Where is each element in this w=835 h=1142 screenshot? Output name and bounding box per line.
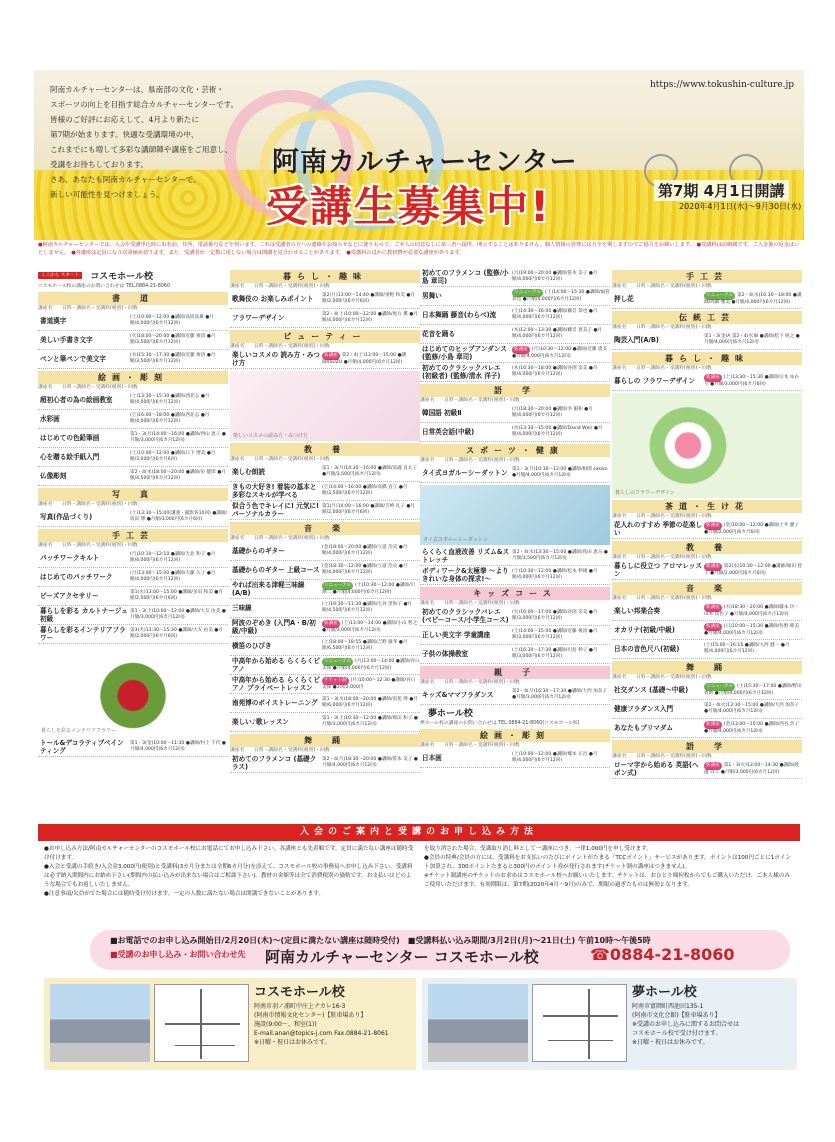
- course-name: ボディワーク&太極拳 〜よりきれいな身体の探求!〜: [422, 567, 509, 583]
- course-name: 正しい美文字 学童講座: [422, 631, 491, 639]
- notice-text: ●阿南カルチャーセンターでは、入会や受講申込時にお名前、住所、電話番号などを伺います。これは受講者の方への連絡やお知らせなどに使うもので、ご本人の同意なしに第三者へ提供、開示することはありません。個人情報の管理には万全を期しますのでご協力をお願いします。 ●受講料は前納制です。ご入金後の返金はいたしません。 ●各講座は定員になり次第締め切ります。また、受講者が一定数に達しない場合は開講を見合わせることがあります。 ●受講料のほかに教材費が必要な講座があります。: [38, 242, 800, 256]
- course-row[interactable]: [612, 561, 802, 580]
- section-subheader: 講座名 日時・講師名・受講料(税別)・回数: [420, 458, 520, 463]
- course-name: 初めてのクラシックバレエ (ベビーコース/小学生コース): [422, 608, 509, 624]
- inquiry-name: 阿南カルチャーセンター コスモホール校: [265, 948, 539, 966]
- course-detail: リニューアル (月)13:00〜14:00 ●講師/谷口 美保 ●月額/4,000円(6カ月12回): [322, 659, 420, 671]
- course-badge: チケット制: [324, 678, 347, 683]
- course-detail: 第3(火)13:30〜15:30 ●講師/大友 由美 ●月額/2,000円(6カ月6回): [130, 628, 223, 639]
- course-row[interactable]: [38, 312, 228, 331]
- course-row[interactable]: [230, 482, 420, 501]
- course-photo: 楽しいコスメの読み方・みつけ方: [230, 371, 420, 441]
- course-name: 日本の音色尺八(初級): [614, 645, 680, 653]
- course-detail: (月)10:10〜12:10 ●講師/大北 和子 ●月額/4,000円(6カ月12回): [130, 552, 216, 563]
- course-name: 日常英会話(中級): [422, 428, 475, 436]
- course-row[interactable]: [38, 331, 228, 350]
- course-detail: 第2・4(月)18:30〜20:00 ●講師/笹本 美子 ●月額/4,000円(6カ月12回): [322, 757, 418, 768]
- course-name: 超初心者の為の絵画教室: [40, 396, 113, 404]
- course-detail: (土)16:00〜18:00 ●講師/西北志 ●月額/4,000円(6カ月12回): [130, 413, 210, 424]
- course-list: [420, 587, 610, 705]
- course-name: 初めてのフラメンコ (基礎クラス): [232, 755, 317, 771]
- course-detail: 新講座 (土)13:00〜14:00 ●講師/小山 智之 ●月額/3,000円(6カ月12回): [322, 621, 418, 633]
- section-header: 音 楽: [230, 522, 420, 535]
- course-detail: (土)14:30〜16:00 ●講師/藤音 恭也 ●月額/4,000円(6カ月12回): [512, 309, 598, 320]
- course-row[interactable]: [230, 309, 420, 328]
- course-row[interactable]: [612, 602, 802, 621]
- course-row[interactable]: [420, 749, 610, 768]
- course-detail: (土)18:00〜18:55 ●講師/吉野 敏孝 ●月額/6,500円(6カ月12回): [322, 640, 408, 651]
- yume-marker: [420, 705, 610, 719]
- course-name: 楽しいコスメの 読み方・みつけ方: [232, 351, 320, 367]
- course-detail: (月)19:00〜20:00 ●講師/笹本 美子 ●月額/4,000円(6カ月12回): [512, 271, 598, 282]
- course-name: 押し花: [614, 295, 634, 303]
- section-subheader: 講座名 日時・講師名・受講料(税別)・回数: [612, 366, 712, 371]
- section-header: 音 楽: [612, 582, 802, 595]
- inquiry-label: ■受講のお申し込み・お問い合わせ先: [110, 950, 246, 959]
- course-row[interactable]: [420, 464, 610, 483]
- course-row[interactable]: [38, 508, 228, 527]
- course-name: 初めてのフラメンコ (監修/小島 章司): [422, 269, 509, 285]
- course-row[interactable]: [38, 448, 228, 467]
- course-badge: 新講座: [706, 605, 720, 610]
- section-header: ビューティー: [230, 330, 420, 343]
- course-badge: 新講座: [324, 621, 338, 626]
- course-name: 水彩画: [40, 415, 60, 423]
- course-detail: (土)13:30〜15:30 ●講師/西北志 ●月額/4,000円(6カ月12回): [130, 394, 210, 405]
- course-detail: 第1(火)13:00〜15:00 ●講師/多田 和美 ●月額/2,000円(6カ月6回): [130, 590, 223, 601]
- course-row[interactable]: [230, 618, 420, 637]
- course-name: はじめての色鉛筆画: [40, 434, 100, 442]
- section-subheader: 講座名 日時・講師名・受講料(税別)・回数: [612, 284, 712, 289]
- course-list: [38, 292, 228, 644]
- course-name: 社交ダンス (基礎〜中級): [614, 686, 689, 694]
- course-name: 暮らしを彩る カルトナージュ初級: [40, 607, 128, 623]
- course-row[interactable]: [230, 713, 420, 732]
- course-name: やれば出来る津軽三味線(A/B): [232, 581, 305, 597]
- hero-banner: [34, 70, 804, 240]
- course-row[interactable]: [612, 719, 802, 738]
- course-row[interactable]: [38, 429, 228, 448]
- course-list: [420, 729, 610, 768]
- schedule-line: ■お電話でのお申し込み開始日/2月20日(木)〜(定員に満たない講座は随時受付) ■受講料払い込み期間/3月2日(月)〜21日(土) 午前10時〜午後5時: [110, 936, 651, 945]
- course-row[interactable]: [230, 637, 420, 656]
- course-detail: リニューアル (土)10:30〜12:00 ●講師/川 潤二 ●月額/4,000円(6カ月12回): [322, 583, 416, 595]
- course-detail: 新講座 (土)13:30〜15:30 ●講師/宗本 ゆかり ●月額/3,000円(6カ月6回): [704, 375, 800, 387]
- course-name: 写真(作品づくり): [40, 513, 93, 521]
- course-row[interactable]: [420, 547, 610, 566]
- section-header: スポーツ・健康: [420, 444, 610, 457]
- course-row[interactable]: [420, 404, 610, 423]
- section-subheader: 講座名 日時・講師名・受講料(税別)・回数: [612, 514, 712, 519]
- apply-left: ●お申し込み方法/阿南カルチャーセンターのコスモホール校にお電話にてお申し込み下さい。各講座とも先着順です。定員に満たない講座は随時受け付けます。 ●入会と受講の手続き/入会金3,000円(税別)と受講料(3カ月分または全期6カ月分)を添えて、コスモホール校の事務局へお申し込み下さい。受講料は必ず納入期間内にお納め下さい(期間内の払い込みが出来ない場合はご相談下さい)。教材の金額等は全て消費税別の価格です。お支払いはどのような場合でもお返しいたしません。 ●注意事項/欠員がでた場合には随時受け付けます。一定の人数に満たない場合は開講できないことがあります。: [44, 846, 414, 897]
- course-detail: 第1・3(金)A 第2・4(水)B ●講師/松下 純之 ●月額/4,000円(6カ月12回): [704, 334, 800, 345]
- school-name: 夢ホール校: [632, 985, 697, 1000]
- course-row[interactable]: [230, 580, 420, 599]
- section-subheader: 講座名 日時・講師名・受講料(税別)・回数: [420, 601, 520, 606]
- course-row[interactable]: [230, 501, 420, 520]
- course-row[interactable]: [38, 625, 228, 644]
- hall-name: コスモホール校: [90, 271, 154, 282]
- course-row[interactable]: [612, 640, 802, 659]
- course-detail: 第2・4(木)18:00〜20:00 ●講師/泉 健郎 ●月額/4,500円(6カ月12回): [130, 470, 226, 481]
- course-name: キッズ&ママフラダンス: [422, 691, 494, 699]
- recruit-headline: 受講生募集中!: [266, 182, 552, 231]
- course-detail: 第2(月)13:00〜14:40 ●講師/須野 和美 ●月額/2,000円(6カ月6回): [322, 293, 415, 304]
- section-header: 親 子: [420, 666, 610, 679]
- course-row[interactable]: [420, 344, 610, 363]
- course-name: はじめてのヒップアンダンス (監修/小島 章司): [422, 345, 507, 361]
- course-row[interactable]: [612, 372, 802, 391]
- phone-number[interactable]: ☎0884-21-8060: [590, 945, 735, 964]
- course-detail: (土)13:30〜15:00(講義・撮影各10回) ●講師/坂田 博 ●月額/3,000円(6カ月6回): [130, 511, 228, 522]
- course-detail: 新講座 (月)10:30〜12:00 ●講師/近藤 恵美 ●月額/4,000円(6カ月12回): [512, 347, 608, 359]
- course-detail: チケット制 (月)10:00〜12:30 ●講師/谷口 美保 ●1回/2,000円: [322, 678, 416, 690]
- course-detail: リニューアル (土)15:30〜17:00 ●講師/野田 香助 ●月額/4,000円(6カ月12回): [704, 684, 802, 696]
- course-name: 阿波のぞめき (入門A・B/初級/中級): [232, 619, 316, 635]
- section-subheader: 講座名 日時・講師名・受講料(税別)・回数: [230, 344, 330, 349]
- course-row[interactable]: [612, 621, 802, 640]
- course-name: 日本舞踊 藤音(わらべ)流: [422, 311, 497, 319]
- access-map: [532, 984, 627, 1062]
- section-header: 舞 踊: [230, 734, 420, 747]
- course-row[interactable]: [38, 568, 228, 587]
- course-name: 韓国語 初級Ⅱ: [422, 409, 462, 417]
- section-header: 伝統工芸: [612, 311, 802, 324]
- building-photo: [50, 984, 150, 1062]
- course-row[interactable]: [420, 423, 610, 442]
- course-row[interactable]: [420, 607, 610, 626]
- course-row[interactable]: [420, 287, 610, 306]
- course-list: [230, 270, 420, 369]
- section-header: 暮らし・趣味: [230, 270, 420, 283]
- course-detail: 第2・4(火)13:30〜15:00 ●講師/大西 加奈子 ●月額/4,000円(6カ月12回): [704, 703, 799, 714]
- course-detail: (金)18:00〜20:00 ●講師/立道 浩史 ●月額/4,000円(6カ月12回): [322, 545, 408, 556]
- term-range: 2020年4月1日(水)〜9月30日(水): [679, 202, 802, 211]
- course-name: 健康フラダンス入門: [614, 705, 674, 713]
- course-row[interactable]: [230, 463, 420, 482]
- course-badge: 新講座: [706, 375, 720, 380]
- course-row[interactable]: [230, 599, 420, 618]
- course-row[interactable]: [612, 681, 802, 700]
- course-name: 楽しい♪歌レッスン: [232, 718, 289, 726]
- column-2: [230, 268, 420, 773]
- course-detail: (土)10:30〜11:30 ●講師/大谷 里和子 ●月額/4,500円(6カ月12回): [322, 602, 412, 613]
- course-name: 陶芸入門(A/B): [614, 336, 659, 344]
- course-badge: リニューアル: [706, 293, 734, 298]
- course-detail: (木)12:00〜13:30 ●講師/藤音 恵美子 ●月額/4,000円(6カ月12回): [512, 328, 602, 339]
- course-name: パッチワークキルト: [40, 554, 100, 562]
- column-3: [420, 268, 610, 768]
- course-name: 楽しい邦楽合奏: [614, 607, 661, 615]
- course-row[interactable]: [230, 542, 420, 561]
- course-row[interactable]: [420, 686, 610, 705]
- course-badge: 新講座: [514, 347, 528, 352]
- course-detail: リニューアル (土)14:00〜15:30 ●講師/福宮 恭也 ●月額/4,000円(6カ月12回): [512, 290, 610, 302]
- course-detail: 第2・4(月)16:30〜17:30 ●講師/大西 加奈子 ●月額/3,000円(6カ月12回): [512, 689, 607, 700]
- course-row[interactable]: [612, 760, 802, 779]
- course-name: 花人れのすすめ 季節の花楽しい: [614, 521, 703, 537]
- course-name: 書道漢字: [40, 317, 67, 325]
- course-name: 日本画: [422, 754, 442, 762]
- section-subheader: 講座名 日時・講師名・受講料(税別)・回数: [612, 754, 712, 759]
- section-subheader: 講座名 日時・講師名・受講料(税別)・回数: [612, 325, 712, 330]
- term-label: 第7期 4月1日開講: [654, 180, 789, 201]
- course-name: ローマ字から始める 英語(ヘボン式): [614, 761, 699, 777]
- course-detail: (土)16:30〜17:30 ●講師/川島 伸子 ●月額/3,000円(6カ月12回): [512, 648, 598, 659]
- school-name: コスモホール校: [254, 985, 345, 1000]
- course-name: 南苑博のボイストレーニング: [232, 699, 318, 707]
- course-name: 基礎からのギター: [232, 547, 285, 555]
- column-1: [38, 268, 228, 757]
- course-photo: タイ式ヨガルーシーダットン: [420, 485, 610, 545]
- course-detail: 第1・3(月)14:00〜16:00 ●講師/西山 恵子 ●月額/3,000円(6カ月12回): [130, 432, 226, 443]
- section-header: 手工芸: [38, 529, 228, 542]
- section-header: 舞 踊: [612, 661, 802, 674]
- course-row[interactable]: [38, 350, 228, 369]
- course-name: はじめてのパッチワーク: [40, 573, 113, 581]
- section-header: 教 養: [612, 541, 802, 554]
- contact-line: コスモホール校の講座のお問い合わせは TEL.0884-21-8060: [38, 284, 170, 289]
- course-name: タイ式ヨガルーシーダットン: [422, 469, 508, 477]
- course-detail: 新講座 (金)13:00〜15:00 ●講師/西谷 浩子 ●月額/4,000円(6カ月12回): [704, 722, 800, 734]
- start-marker: [38, 268, 228, 282]
- course-detail: (土)14:00〜16:00 ●講師/高橋 直子 ●月額/3,500円(6カ月12回): [322, 485, 408, 496]
- course-name: 横笛のひびき: [232, 642, 272, 650]
- section-subheader: 講座名 日時・講師名・受講料(税別)・回数: [230, 457, 330, 462]
- course-row[interactable]: [230, 754, 420, 773]
- course-row[interactable]: [38, 587, 228, 606]
- cosmo-info: コスモホール校 阿南市羽ノ浦町中庄上ナカレ16-3 (阿南市情報文化センター)【駐車場あり】 施設(9:00〜、和室(1)) E-mail.anan@topics-j.com Fax.0884-21-8061 ※日曜・祝日はお休みです。: [44, 978, 416, 1070]
- course-detail: 新講座 第2(水)10:30〜12:00 ●講師/堀田 智子 ●月額/2,000円(6カ月6回): [704, 564, 803, 576]
- course-row[interactable]: [420, 268, 610, 287]
- course-detail: (月)18:30〜20:00 ●講師/李 銀和 ●月額/4,000円(6カ月12回): [512, 407, 593, 418]
- site-url[interactable]: https://www.tokushin-culture.jp: [650, 80, 794, 90]
- apply-section: [38, 824, 800, 903]
- course-detail: 新講座 (金)10:00〜12:00 ●講師/土井 麗子 ●月額/2,000円(6カ月6回): [704, 523, 800, 535]
- section-subheader: 講座名 日時・講師名・受講料(税別)・回数: [230, 536, 330, 541]
- course-row[interactable]: [230, 350, 420, 369]
- course-name: 花音を踊る: [422, 330, 455, 338]
- section-subheader: 講座名 日時・講師名・受講料(税別)・回数: [230, 748, 330, 753]
- building-photo: [428, 984, 528, 1062]
- course-name: 美しい手書き文字: [40, 336, 93, 344]
- course-list: [420, 384, 610, 483]
- course-name: 初めてのクラシックバレエ (初級者) (監修/清水 洋子): [422, 364, 501, 380]
- section-subheader: 講座名 日時・講師名・受講料(税別)・回数: [612, 675, 712, 680]
- section-subheader: 講座名 日時・講師名・受講料(税別)・回数: [420, 680, 520, 685]
- course-detail: (土)10:00〜12:00 ●講師/日下 博美 ●月額/3,000円(6カ月6回): [130, 451, 216, 462]
- course-badge: 新講座: [706, 624, 720, 629]
- course-detail: リニューアル 第2・4(水)16:30〜18:00 ●講師/高畑 雅美 ●月額/4,000円(6カ月12回): [704, 293, 802, 305]
- course-list: [420, 268, 610, 382]
- course-name: 子供の体操教室: [422, 650, 469, 658]
- course-list: [420, 547, 610, 585]
- course-row[interactable]: [230, 290, 420, 309]
- course-detail: 第1・3(土)10:00〜12:00 ●講師/大友 由美 ●月額/3,000円(6カ月12回): [130, 609, 226, 620]
- section-header: 教 養: [230, 443, 420, 456]
- course-name: 仏像彫刻: [40, 472, 67, 480]
- course-name: 中高年から始める らくらくピアノ プライベートレッスン: [232, 676, 321, 692]
- section-subheader: 講座名 日時・講師名・受講料(税別)・回数: [420, 743, 520, 748]
- course-detail: 第2・4(水)13:30〜15:00 ●講師/島田 恵み ●月額/3,500円(6カ月12回): [512, 550, 608, 561]
- contact-line: 夢ホール校の講座のお問い合わせは TEL.0884-21-8060(コスモホール校): [420, 721, 580, 726]
- course-detail: 第1(月)14:00〜16:00 ●講師/吉崎 礼子 ●月額/2,000円(6カ月6回): [322, 504, 415, 515]
- course-detail: (月)13:00〜15:00 ●講師/大藤 久子 ●月額/4,000円(6カ月12回): [130, 571, 216, 582]
- section-header: 茶道・生け花: [612, 500, 802, 513]
- course-badge: 新講座: [706, 763, 720, 768]
- course-row[interactable]: [612, 331, 802, 350]
- section-subheader: 講座名 日時・講師名・受講料(税別)・回数: [38, 543, 138, 548]
- course-name: きもの大好き! 着装の基本と多彩なスキルが学べる: [232, 483, 317, 499]
- column-4: [612, 268, 802, 779]
- course-row[interactable]: [230, 675, 420, 694]
- section-subheader: 講座名 日時・講師名・受講料(税別)・回数: [612, 596, 712, 601]
- course-row[interactable]: [612, 290, 802, 309]
- course-detail: 新講座 (水)18:30〜20:00 ●講師/藤本 玲・山本 真佐子 ●月額/4,000円(6カ月12回): [704, 605, 800, 617]
- course-list: [612, 500, 802, 779]
- course-badge: 新講座: [706, 722, 720, 727]
- course-detail: (水)13:30〜15:00 ●講師/David Weir ●月額/4,000円(6カ月12回): [512, 426, 603, 437]
- course-detail: 新講座 第1・3(火)13:00〜14:30 ●講師/渡邊 みこ ●月額/3,000円(6カ月12回): [704, 763, 799, 775]
- course-row[interactable]: [420, 363, 610, 382]
- course-row[interactable]: [230, 561, 420, 580]
- course-badge: リニューアル: [324, 583, 352, 588]
- course-badge: 新講座: [706, 523, 720, 528]
- course-row[interactable]: [230, 656, 420, 675]
- center-name: 阿南カルチャーセンター: [272, 147, 578, 178]
- course-detail: (水)15:30〜17:30 ●講師/近藤 俊清 ●月額/3,500円(6カ月12回): [130, 353, 216, 364]
- course-row[interactable]: [420, 306, 610, 325]
- course-badge: 新講座: [706, 564, 720, 569]
- course-name: 似合う色でキレイに! 元気に! パーソナルカラー: [232, 502, 320, 518]
- course-list: [230, 443, 420, 773]
- course-name: 暮らしに役立つ アロマレッスン: [614, 562, 702, 578]
- intro-text: 阿南カルチャーセンターは、県南部の文化・芸術・ スポーツの向上を目指す総合カルチャーセンターです。 皆様のご好評にお応えして、4月より新たに 第7期が始まります。快適な受講環境の中、 これまでにも増して多彩な講師陣や講座をご用意し、 受講をお待ちしております。 さあ、あなたも阿南カルチャーセンターで、 新しい可能性を見つけましょう。: [50, 85, 239, 199]
- course-name: 暮らしを彩るインテリアフラワー: [40, 626, 126, 642]
- course-detail: 第1・3(月)14:30〜16:00 ●講師/前瀧 良太子 ●月額/3,500円(6カ月12回): [322, 466, 417, 477]
- course-name: あなたもプリマダム: [614, 724, 673, 732]
- course-detail: 第2・4(土)10:00〜12:00 ●講師/尾方 薫 ●月額/4,000円(6カ月12回): [322, 312, 418, 323]
- section-subheader: 講座名 日時・講師名・受講料(税別)・回数: [38, 502, 138, 507]
- yume-info: 夢ホール校 阿南市富岡町西池田135-1 (阿南市文化会館)【駐車場あり】 ※受講のお申し込みに関するお問合せは コスモホール校で受け付けます。 ※日曜・祝日はお休みです。: [422, 978, 797, 1070]
- course-photo: 暮らしを彩るインテリアフラワー: [38, 646, 228, 736]
- course-row[interactable]: [38, 391, 228, 410]
- section-header: 語 学: [420, 384, 610, 397]
- course-detail: 第1・3(月)10:30〜12:00 ●講師/相園 sakiko ●月額/4,000円(6カ月12回): [512, 467, 608, 478]
- section-subheader: 講座名 日時・講師名・受講料(税別)・回数: [230, 284, 330, 289]
- section-subheader: 講座名 日時・講師名・受講料(税別)・回数: [38, 306, 138, 311]
- course-row[interactable]: [420, 626, 610, 645]
- course-name: 基礎からのギター 上級コース: [232, 566, 320, 574]
- course-detail: (火)18:00〜20:00 ●講師/近藤 俊清 ●月額/3,500円(6カ月12回): [130, 334, 216, 345]
- section-subheader: 講座名 日時・講師名・受講料(税別)・回数: [612, 555, 712, 560]
- course-detail: 第1・3(土)10:30〜12:00 ●講師/岡田 和子 ●月額/3,000円(6カ月12回): [322, 716, 418, 727]
- course-detail: 新講座 (日)10:00〜15:30 ●講師/佐野 睦美 ●月額/4,000円(6カ月12回): [704, 624, 800, 636]
- course-detail: (土)10:00〜12:00 ●講師/高坂富雄 ●月額/4,000円(6カ月12回): [130, 315, 214, 326]
- course-row[interactable]: [612, 700, 802, 719]
- course-row[interactable]: [38, 549, 228, 568]
- course-detail: (土)14:00〜15:00 ●講師/近藤 俊清 ●月額/3,000円(6カ月12回): [512, 629, 598, 640]
- course-row[interactable]: [420, 325, 610, 344]
- course-detail: (土)10:30〜12:00 ●講師/松本 伸雄 ●月額/4,000円(6カ月12回): [512, 569, 598, 580]
- course-name: フラワーデザイン: [232, 314, 285, 322]
- course-detail: 新講座 第2・4(土)13:00〜15:00 ●講師/ISUZU ●月額/4,000円(6カ月12回): [322, 353, 407, 365]
- course-name: ビーズアクセサリー: [40, 592, 99, 600]
- course-badge: リニューアル: [514, 290, 542, 295]
- course-list: [612, 270, 802, 391]
- course-name: 三味線: [232, 604, 252, 612]
- course-name: 暮らしの フラワーデザイン: [614, 377, 695, 385]
- section-header: 絵画・彫刻: [38, 371, 228, 384]
- course-badge: リニューアル: [706, 684, 734, 689]
- course-detail: (土)15:00〜16:15 ●講師/大西 健一 ●月額/4,000円(6カ月12回): [704, 643, 790, 654]
- course-detail: (木)16:30〜18:00 ●講師/谷渕 奈美 ●月額/4,000円(6カ月12回): [512, 366, 598, 377]
- course-name: オカリナ(初級/中級): [614, 626, 675, 634]
- course-name: 中高年から始める らくらくピアノ: [232, 657, 321, 673]
- course-badge: リニューアル: [324, 659, 352, 664]
- course-name: ペンと筆ペンで美文字: [40, 355, 106, 363]
- access-map: [154, 984, 249, 1062]
- course-detail: 第1・3(水)18:00〜20:00 ●講師/南苑 博 ●月額/6,000円(6カ月12回): [322, 697, 418, 708]
- course-row[interactable]: [612, 520, 802, 539]
- section-header: 暮らし・趣味: [612, 352, 802, 365]
- section-header: 写 真: [38, 488, 228, 501]
- course-row[interactable]: [230, 694, 420, 713]
- apply-title: 入会のご案内と受講のお申し込み方法: [38, 824, 800, 841]
- section-header: 絵画・彫刻: [420, 729, 610, 742]
- course-row[interactable]: [38, 467, 228, 486]
- section-header: キッズコース: [420, 587, 610, 600]
- course-name: らくらく血液改善 リズム&ストレッチ: [422, 548, 510, 564]
- section-header: 語 学: [612, 740, 802, 753]
- course-detail: (土)10:00〜12:00 ●講師/郷本 正昌 ●月額/4,000円(6カ月12回): [512, 752, 598, 763]
- apply-right: を取り消された場合、受講取り消し料として一講座につき、一律1,000円を申し受けます。 ●会員の特典/会員の方には、受講料をお支払いのたびにポイントがたまる「TCCポイント」サービスがあります。ポイントは100円ごとに1ポイント加算され、300ポイントたまると300円のポイント券が発行されます(チケット制の講座はつきません)。 ※チケット制講座のチケットのお求めはコスモホール校へお願いいたします。チケットは、おひとり様何枚からでもご購入いただけ、ご本人様のみご使用いただけます。有効期限は、第7期(2020年4月〜9月)のみで、期限の過ぎたものは無効となります。: [424, 846, 792, 888]
- course-name: 心を贈る絵手紙入門: [40, 453, 100, 461]
- course-row[interactable]: [420, 566, 610, 585]
- start-tag: ここから スタート: [38, 272, 82, 279]
- section-header: 手工芸: [612, 270, 802, 283]
- section-header: 書 道: [38, 292, 228, 305]
- course-photo: 暮らしのフラワーデザイン: [612, 393, 802, 498]
- course-name: 歌舞伎の お楽しみポイント: [232, 295, 314, 303]
- section-subheader: 講座名 日時・講師名・受講料(税別)・回数: [38, 385, 138, 390]
- contact-band: [90, 930, 790, 970]
- course-row[interactable]: [420, 645, 610, 664]
- course-name: 男舞い: [422, 292, 442, 300]
- course-badge: 新講座: [324, 353, 338, 358]
- course-name: 楽しむ朗読: [232, 468, 265, 476]
- course-row[interactable]: トール&デコラティブペインティング 第1・3(金)10:00〜11:30 ●講師/村上 千代 ●月額/4,000円(6カ月12回): [38, 738, 228, 757]
- course-row[interactable]: [38, 410, 228, 429]
- section-subheader: 講座名 日時・講師名・受講料(税別)・回数: [420, 398, 520, 403]
- course-detail: (火)16:00〜17:00 ●講師/谷渕 奈美 ●月額/3,000円(6カ月12回): [512, 610, 598, 621]
- course-row[interactable]: [38, 606, 228, 625]
- hall-name: 夢ホール校: [428, 708, 473, 719]
- course-detail: (金)18:30〜12:00 ●講師/立道 浩史 ●月額/4,000円(6カ月12回): [322, 564, 408, 575]
